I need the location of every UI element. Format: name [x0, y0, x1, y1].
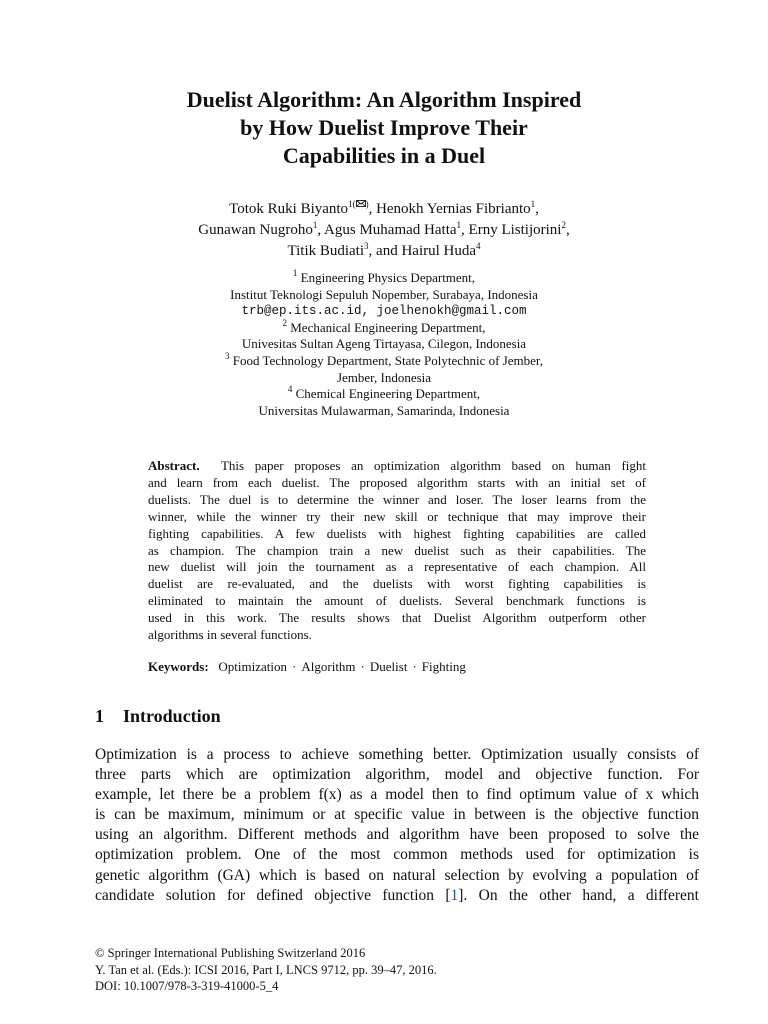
keywords: [148, 658, 466, 675]
author-superscript: 1: [312, 220, 318, 230]
affiliation-line: Jember, Indonesia: [336, 369, 432, 385]
section-title: Introduction: [123, 706, 221, 726]
keyword-separator: ·: [412, 659, 417, 674]
email-addresses[interactable]: trb@ep.its.ac.id, joelhenokh@gmail.com: [241, 304, 527, 319]
author-superscript: 2: [561, 220, 566, 230]
section-heading: [95, 706, 221, 727]
body-line: Optimization is a process to achieve something better. Optimization usually consists of: [95, 746, 699, 763]
abstract-line: duelists. The duel is to determine the winner and loser. The loser learns from the: [148, 491, 646, 507]
abstract-line: as champion. The champion train a new duelist such as their capabilities. The: [148, 542, 646, 558]
abstract-line: used in this work. The results shows that Duelist Algorithm outperform other: [148, 610, 646, 626]
affiliation-line: Institut Teknologi Sepuluh Nopember, Surabaya, Indonesia: [230, 286, 538, 302]
author-superscript: 1( ): [348, 199, 369, 209]
abstract-line: and learn from each duelist. The proposed algorithm starts with an initial set of: [148, 474, 646, 490]
abstract: [148, 458, 646, 644]
abstract-line: duelist are re-evaluated, and the duelists with worst fighting capabilities is: [148, 576, 646, 592]
body-line: using an algorithm. Different methods and algorithm have been proposed to solve the: [95, 826, 699, 844]
body-line: genetic algorithm (GA) which is based on natural selection by evolving a population of: [95, 866, 699, 884]
author-superscript: 1: [530, 199, 536, 209]
copyright-notice: © Springer International Publishing Switzerland 2016: [95, 946, 366, 960]
abstract-line: winner, while the winner try their new skill or technique that may improve their: [148, 508, 646, 524]
doi: DOI: 10.1007/978-3-319-41000-5_4: [95, 979, 279, 994]
publication-citation: Y. Tan et al. (Eds.): ICSI 2016, Part I, LNCS 9712, pp. 39–47, 2016.: [95, 962, 437, 977]
author-name: Hairul Huda: [401, 243, 477, 259]
keyword-separator: ·: [292, 659, 297, 674]
abstract-line: eliminated to maintain the amount of duelists. Several benchmark functions is: [148, 593, 646, 609]
affiliation-line: $^3$ Food Technology Department, State Polytechnic of Jember,: [224, 350, 543, 368]
author-superscript: 3: [364, 241, 369, 251]
author-name: Erny Listijorini: [468, 222, 562, 238]
author-name: Gunawan Nugroho: [198, 222, 313, 238]
abstract-line: algorithms in several functions.: [148, 627, 312, 643]
title-line: Duelist Algorithm: An Algorithm Inspired: [186, 87, 582, 112]
affiliation-line: $^1$ Engineering Physics Department,: [292, 268, 476, 285]
keyword-separator: ·: [360, 659, 365, 674]
title-line: Capabilities in a Duel: [282, 143, 486, 168]
author-name: Henokh Yernias Fibrianto: [376, 201, 531, 217]
abstract-line: Abstract. This paper proposes an optimization algorithm based on human fight: [148, 458, 647, 473]
body-line: is can be maximum, minimum or at specific value in between is the objective function: [95, 806, 699, 824]
abstract-label: Abstract.: [148, 458, 200, 473]
author-list: [80, 199, 688, 262]
body-line: three parts which are optimization algorithm, model and objective function. For: [95, 766, 699, 784]
paper-title: [120, 86, 648, 170]
abstract-line: new duelist will join the tournament as a representative of each champion. All: [148, 559, 646, 575]
citation-link[interactable]: 1: [450, 886, 459, 904]
author-name: Titik Budiati: [287, 243, 365, 259]
author-superscript: 1: [456, 220, 462, 230]
envelope-icon[interactable]: [356, 200, 366, 207]
title-line: by How Duelist Improve Their: [240, 115, 528, 140]
author-line: Totok Ruki Biyanto$^{1( )}$, Henokh Yernias Fibrianto$^1$,: [229, 199, 539, 217]
keyword: Optimization: [218, 659, 288, 674]
affiliation-line: Univesitas Sultan Ageng Tirtayasa, Cilegon, Indonesia: [241, 336, 527, 352]
author-line: Titik Budiati$^3$, and Hairul Huda$^4$: [287, 241, 481, 259]
keyword: Algorithm: [301, 659, 356, 674]
body-line: optimization problem. One of the most common methods used for optimization is: [95, 846, 699, 864]
affiliations: [80, 270, 688, 419]
author-name: Agus Muhamad Hatta: [324, 222, 457, 238]
affiliation-line: $^2$ Mechanical Engineering Department,: [282, 317, 486, 335]
keyword: Fighting: [421, 659, 466, 674]
body-line: candidate solution for defined objective function [1]. On the other hand, a different: [95, 886, 699, 904]
affiliation-line: Universitas Mulawarman, Samarinda, Indonesia: [258, 402, 510, 418]
affiliation-line: $^4$ Chemical Engineering Department,: [287, 384, 481, 402]
body-line: example, let there be a problem f(x) as a model then to find optimum value of x which: [95, 786, 699, 804]
author-superscript: 4: [476, 241, 481, 251]
author-line: Gunawan Nugroho$^1$, Agus Muhamad Hatta$^1$, Erny Listijorini$^2$,: [198, 220, 570, 238]
footer: [95, 945, 437, 995]
body-text: [95, 745, 699, 906]
keywords-label: Keywords:: [148, 659, 209, 674]
section-number: 1: [95, 706, 104, 726]
abstract-line: fighting capabilities. A few duelists with highest fighting capabilities are called: [148, 525, 646, 541]
keyword: Duelist: [369, 659, 408, 674]
author-name: Totok Ruki Biyanto: [229, 201, 349, 217]
